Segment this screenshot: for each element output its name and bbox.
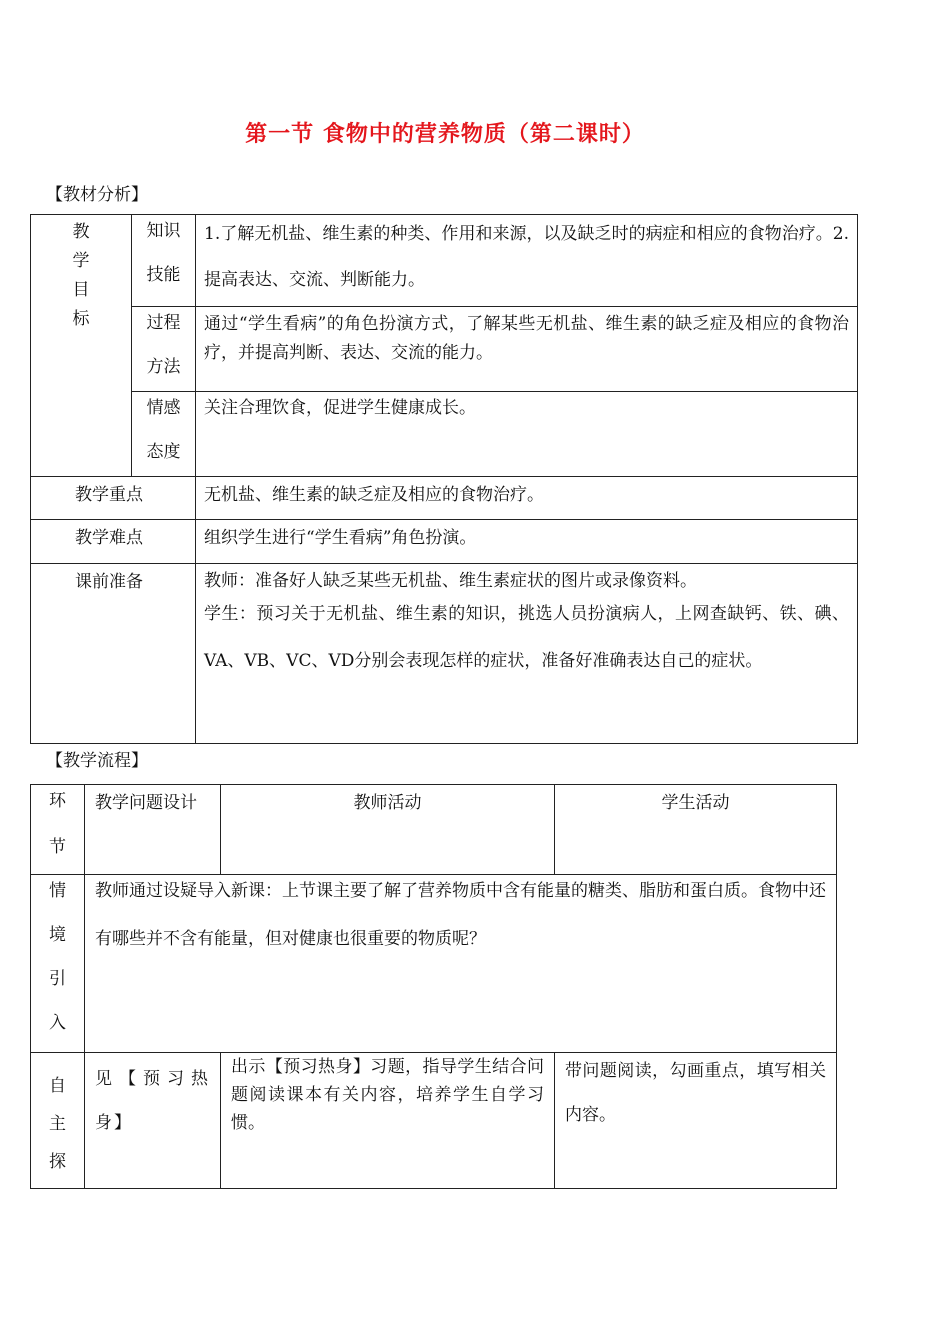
difficulty-label: 教学难点 [75, 528, 143, 548]
process-label: 方法 [146, 357, 181, 377]
intro-content [85, 875, 837, 1053]
process-heading: 【教学流程】 [46, 751, 148, 771]
knowledge-label-cell [132, 215, 196, 307]
stage-header-char: 节 [49, 837, 66, 857]
explore-stage-char: 主 [49, 1114, 66, 1134]
objectives-char: 教 [72, 222, 90, 242]
teacher-header-text: 教师活动 [353, 793, 422, 813]
preparation-label-cell [31, 564, 196, 744]
intro-stage-cell [31, 875, 85, 1053]
explore-student-text: 带问题阅读，勾画重点，填写相关内容。 [565, 1061, 826, 1125]
explore-design-text: 见【预习热身】 [95, 1069, 210, 1133]
preparation-teacher: 教师：准备好人缺乏某些无机盐、维生素症状的图片或录像资料。 [204, 571, 697, 591]
objectives-char: 标 [72, 309, 90, 329]
explore-teacher [221, 1053, 555, 1189]
intro-stage-char: 入 [49, 1013, 66, 1033]
key-points-label-cell [31, 477, 196, 520]
process-label: 过程 [146, 313, 181, 333]
design-header-text: 教学问题设计 [95, 793, 197, 813]
page-title: 第一节 食物中的营养物质（第二课时） [245, 122, 645, 147]
intro-stage-char: 情 [49, 881, 66, 901]
knowledge-content [196, 215, 858, 307]
intro-text: 教师通过设疑导入新课：上节课主要了解了营养物质中含有能量的糖类、脂肪和蛋白质。食物中还有哪些并不含有能量，但对健康也很重要的物质呢？ [95, 881, 826, 949]
stage-header-cell [31, 785, 85, 875]
intro-stage-char: 引 [49, 969, 66, 989]
objectives-label-cell [31, 215, 132, 477]
analysis-heading: 【教材分析】 [46, 185, 148, 205]
emotion-content [196, 392, 858, 477]
key-points-text: 无机盐、维生素的缺乏症及相应的食物治疗。 [204, 485, 544, 505]
difficulty-label-cell [31, 520, 196, 564]
knowledge-text: 1.了解无机盐、维生素的种类、作用和来源，以及缺乏时的病症和相应的食物治疗。2.提高表达、交流、判断能力。 [204, 224, 849, 290]
explore-stage-char: 自 [49, 1076, 66, 1096]
difficulty-content [196, 520, 858, 564]
emotion-label-cell [132, 392, 196, 477]
preparation-label: 课前准备 [75, 572, 143, 592]
process-text: 通过“学生看病”的角色扮演方式，了解某些无机盐、维生素的缺乏症及相应的食物治疗，并提高判断、表达、交流的能力。 [204, 314, 849, 363]
explore-stage-char: 探 [49, 1152, 66, 1172]
emotion-label: 态度 [146, 442, 181, 462]
emotion-label: 情感 [146, 398, 181, 418]
student-header [555, 785, 837, 875]
knowledge-label: 知识 [146, 221, 181, 241]
explore-student [555, 1053, 837, 1189]
teacher-header [221, 785, 555, 875]
objectives-char: 学 [72, 251, 90, 271]
explore-design [85, 1053, 221, 1189]
objectives-char: 目 [72, 280, 90, 300]
key-points-label: 教学重点 [75, 485, 143, 505]
analysis-table [30, 214, 858, 744]
knowledge-label: 技能 [146, 265, 181, 285]
student-header-text: 学生活动 [661, 793, 730, 813]
explore-teacher-text: 出示【预习热身】习题，指导学生结合问题阅读课本有关内容，培养学生自学习惯。 [231, 1057, 544, 1133]
process-content [196, 307, 858, 392]
emotion-text: 关注合理饮食，促进学生健康成长。 [204, 398, 476, 418]
explore-stage-cell [31, 1053, 85, 1189]
key-points-content [196, 477, 858, 520]
design-header [85, 785, 221, 875]
process-table [30, 784, 837, 1189]
preparation-content [196, 564, 858, 744]
process-label-cell [132, 307, 196, 392]
preparation-student: 学生：预习关于无机盐、维生素的知识，挑选人员扮演病人，上网查缺钙、铁、碘、VA、VB、VC、VD分别会表现怎样的症状，准备好准确表达自己的症状。 [204, 604, 849, 671]
intro-stage-char: 境 [49, 925, 66, 945]
stage-header-char: 环 [49, 791, 66, 811]
difficulty-text: 组织学生进行“学生看病”角色扮演。 [204, 528, 477, 548]
